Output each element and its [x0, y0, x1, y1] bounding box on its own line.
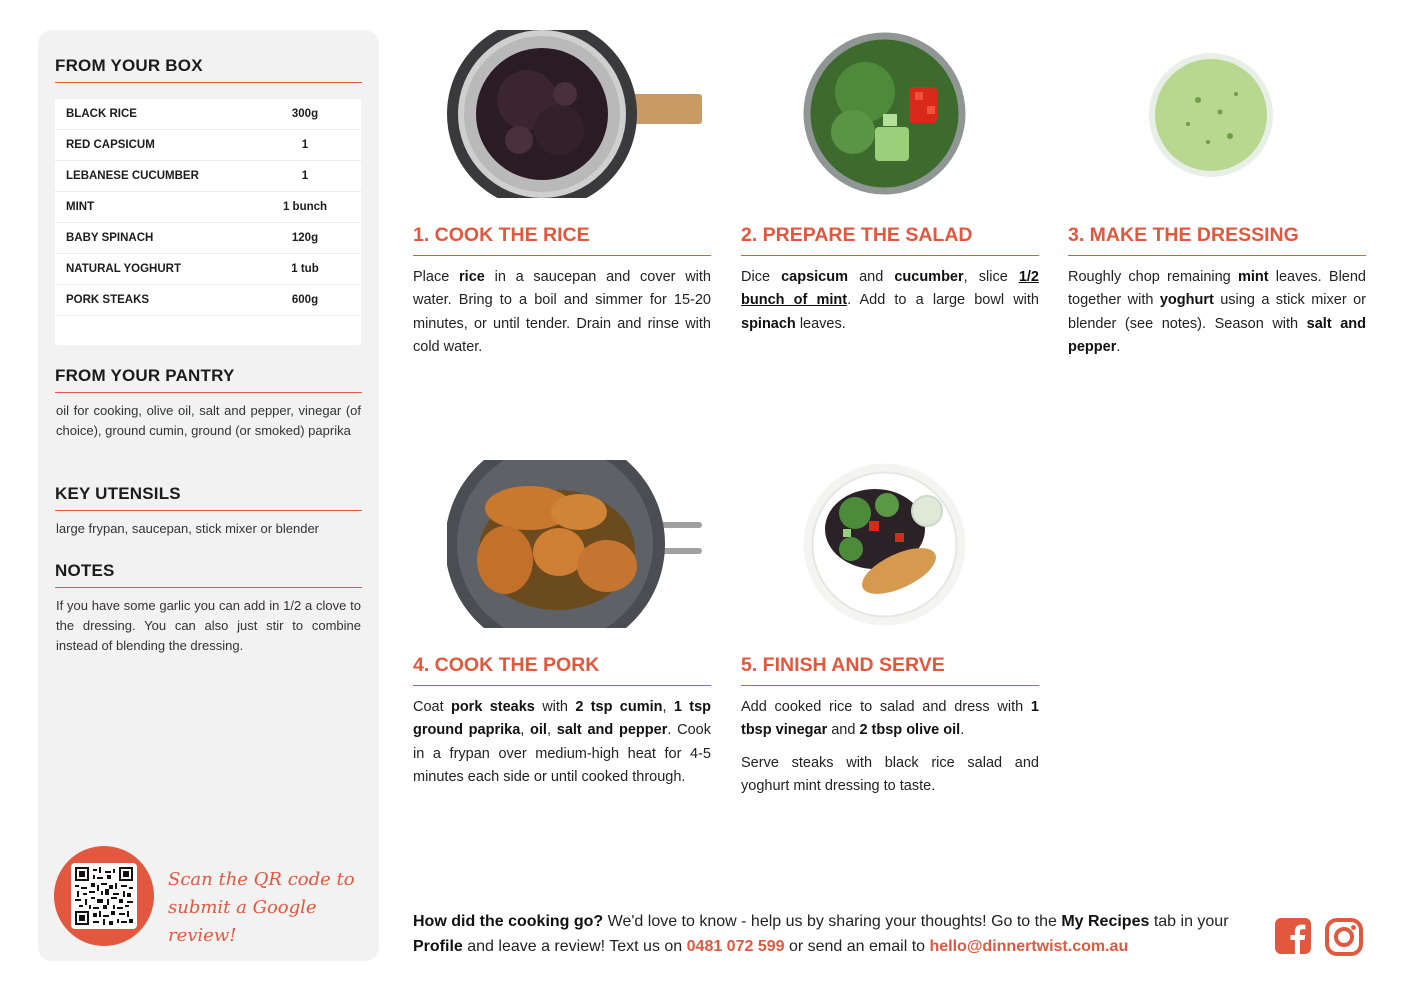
step-text: . Add to a large bowl with [847, 292, 1039, 309]
ingredient-emphasis: capsicum [781, 269, 848, 285]
step-paragraph [741, 266, 1039, 336]
ingredient-name: BABY SPINACH [66, 232, 154, 244]
ingredient-qty: 1 tub [291, 263, 319, 275]
notes-heading: NOTES [55, 561, 362, 588]
ingredient-name: LEBANESE CUCUMBER [66, 170, 199, 182]
sidebar-panel [38, 30, 379, 961]
ingredient-emphasis: cucumber [894, 269, 964, 285]
step-4-title: 4. COOK THE PORK [413, 654, 711, 686]
step-5-body [741, 696, 1039, 798]
rice-strainer-photo [447, 30, 702, 198]
step-text: using a stick mixer or blender (see notes). Season with [1068, 292, 1366, 332]
review-footer [413, 909, 1263, 959]
qr-code-icon[interactable] [71, 863, 137, 929]
step-text: Place [413, 269, 460, 285]
ingredient-emphasis: yoghurt [1159, 292, 1214, 309]
step-1-title: 1. COOK THE RICE [413, 224, 711, 256]
step-text: , [662, 699, 674, 715]
ingredient-emphasis: 1 tsp ground paprika [413, 699, 712, 739]
footer-text: tab in your [1149, 913, 1229, 930]
ingredient-name: NATURAL YOGHURT [66, 263, 181, 275]
footer-text: or send an email to [784, 938, 930, 955]
pantry-text: oil for cooking, olive oil, salt and pepper, vinegar (of choice), ground cumin, ground (or smoked) paprika [56, 403, 361, 438]
box-heading: FROM YOUR BOX [55, 56, 362, 83]
ingredient-emphasis: salt and pepper [1068, 315, 1366, 355]
step-1-body [413, 266, 711, 359]
box-ingredients-table [55, 99, 361, 345]
pantry-heading: FROM YOUR PANTRY [55, 366, 362, 393]
step-3-title: 3. MAKE THE DRESSING [1068, 224, 1366, 256]
step-text: leaves. [795, 315, 846, 332]
step-paragraph [413, 696, 711, 789]
step-text: . [960, 722, 965, 739]
table-row [55, 254, 361, 285]
dressing-bowl-photo [1148, 52, 1274, 178]
step-text: Coat [413, 699, 451, 715]
ingredient-name: RED CAPSICUM [66, 139, 155, 151]
step-text: , [546, 722, 557, 739]
step-text: Add cooked rice to salad and dress with [741, 699, 1031, 715]
step-text: and [848, 269, 895, 285]
ingredient-emphasis: mint [1237, 269, 1269, 285]
ingredient-emphasis: oil [530, 722, 547, 739]
step-4-body [413, 696, 711, 789]
step-text: and [827, 722, 860, 739]
step-text: . Cook in a frypan over medium-high heat for 4-5 minutes each side or until cooked through. [413, 722, 711, 785]
ingredient-name: BLACK RICE [66, 108, 137, 120]
table-row [55, 130, 361, 161]
step-text: Serve steaks with black rice salad and yoghurt mint dressing to taste. [741, 754, 1039, 794]
utensils-heading: KEY UTENSILS [55, 484, 362, 511]
footer-emphasis: My Recipes [1061, 913, 1150, 930]
ingredient-emphasis: rice [459, 269, 485, 285]
ingredient-qty: 1 [301, 170, 309, 182]
step-text: , [520, 722, 531, 739]
salad-bowl-photo [803, 32, 966, 195]
qr-note-line: submit a Google review! [168, 897, 317, 946]
footer-text: We'd love to know - help us by sharing your thoughts! Go to the [603, 913, 1062, 930]
ingredient-emphasis: 2 tbsp olive oil [859, 722, 961, 739]
step-text: . [1116, 338, 1121, 355]
qr-note-line: Scan the QR code to [168, 869, 355, 890]
step-5-title: 5. FINISH AND SERVE [741, 654, 1039, 686]
table-row [55, 285, 361, 316]
step-text: leaves. Blend together with [1068, 269, 1366, 309]
step-text: , slice [963, 269, 1019, 285]
footer-text: and leave a review! Text us on [462, 938, 687, 955]
step-2-title: 2. PREPARE THE SALAD [741, 224, 1039, 256]
ingredient-name: PORK STEAKS [66, 294, 150, 306]
step-text: Roughly chop remaining [1068, 269, 1238, 285]
pork-frypan-photo [447, 460, 702, 628]
footer-emphasis: How did the cooking go? [413, 913, 604, 930]
ingredient-emphasis: 2 tsp cumin [575, 699, 663, 715]
ingredient-qty: 300g [291, 108, 319, 120]
step-paragraph [1068, 266, 1366, 359]
step-paragraph [413, 266, 711, 359]
ingredient-qty: 1 bunch [282, 201, 328, 213]
table-row [55, 99, 361, 130]
qr-badge[interactable] [54, 846, 154, 946]
step-text: Dice [741, 269, 782, 285]
step-paragraph [741, 752, 1039, 799]
utensils-text: large frypan, saucepan, stick mixer or blender [56, 521, 320, 536]
step-3-body [1068, 266, 1366, 359]
ingredient-emphasis: 1 tbsp vinegar [741, 699, 1039, 739]
facebook-icon[interactable] [1275, 918, 1313, 956]
ingredient-name: MINT [66, 201, 95, 213]
notes-text: If you have some garlic you can add in 1/2 a clove to the dressing. You can also just stir to combine instead of blending the dressing. [56, 598, 361, 653]
ingredient-qty: 1 [301, 139, 309, 151]
contact-link[interactable]: 0481 072 599 [686, 938, 785, 955]
table-row [55, 192, 361, 223]
footer-emphasis: Profile [413, 938, 463, 955]
step-paragraph [741, 696, 1039, 743]
ingredient-qty: 600g [291, 294, 319, 306]
qr-review-note [168, 866, 368, 950]
contact-link[interactable]: hello@dinnertwist.com.au [929, 938, 1129, 955]
ingredient-qty: 120g [291, 232, 319, 244]
ingredient-emphasis: salt and pepper [556, 722, 668, 739]
step-2-body [741, 266, 1039, 336]
ingredient-emphasis: 1/2 bunch of mint [741, 269, 1040, 309]
instagram-icon[interactable] [1325, 918, 1363, 956]
ingredient-emphasis: pork steaks [450, 699, 535, 715]
table-row [55, 223, 361, 254]
table-row [55, 161, 361, 192]
step-text: with [534, 699, 576, 715]
step-text: in a saucepan and cover with water. Bring to a boil and simmer for 15-20 minutes, or until tender. Drain and rinse with cold water. [413, 269, 711, 355]
ingredient-emphasis: spinach [741, 315, 796, 332]
finished-plate-photo [803, 463, 966, 626]
